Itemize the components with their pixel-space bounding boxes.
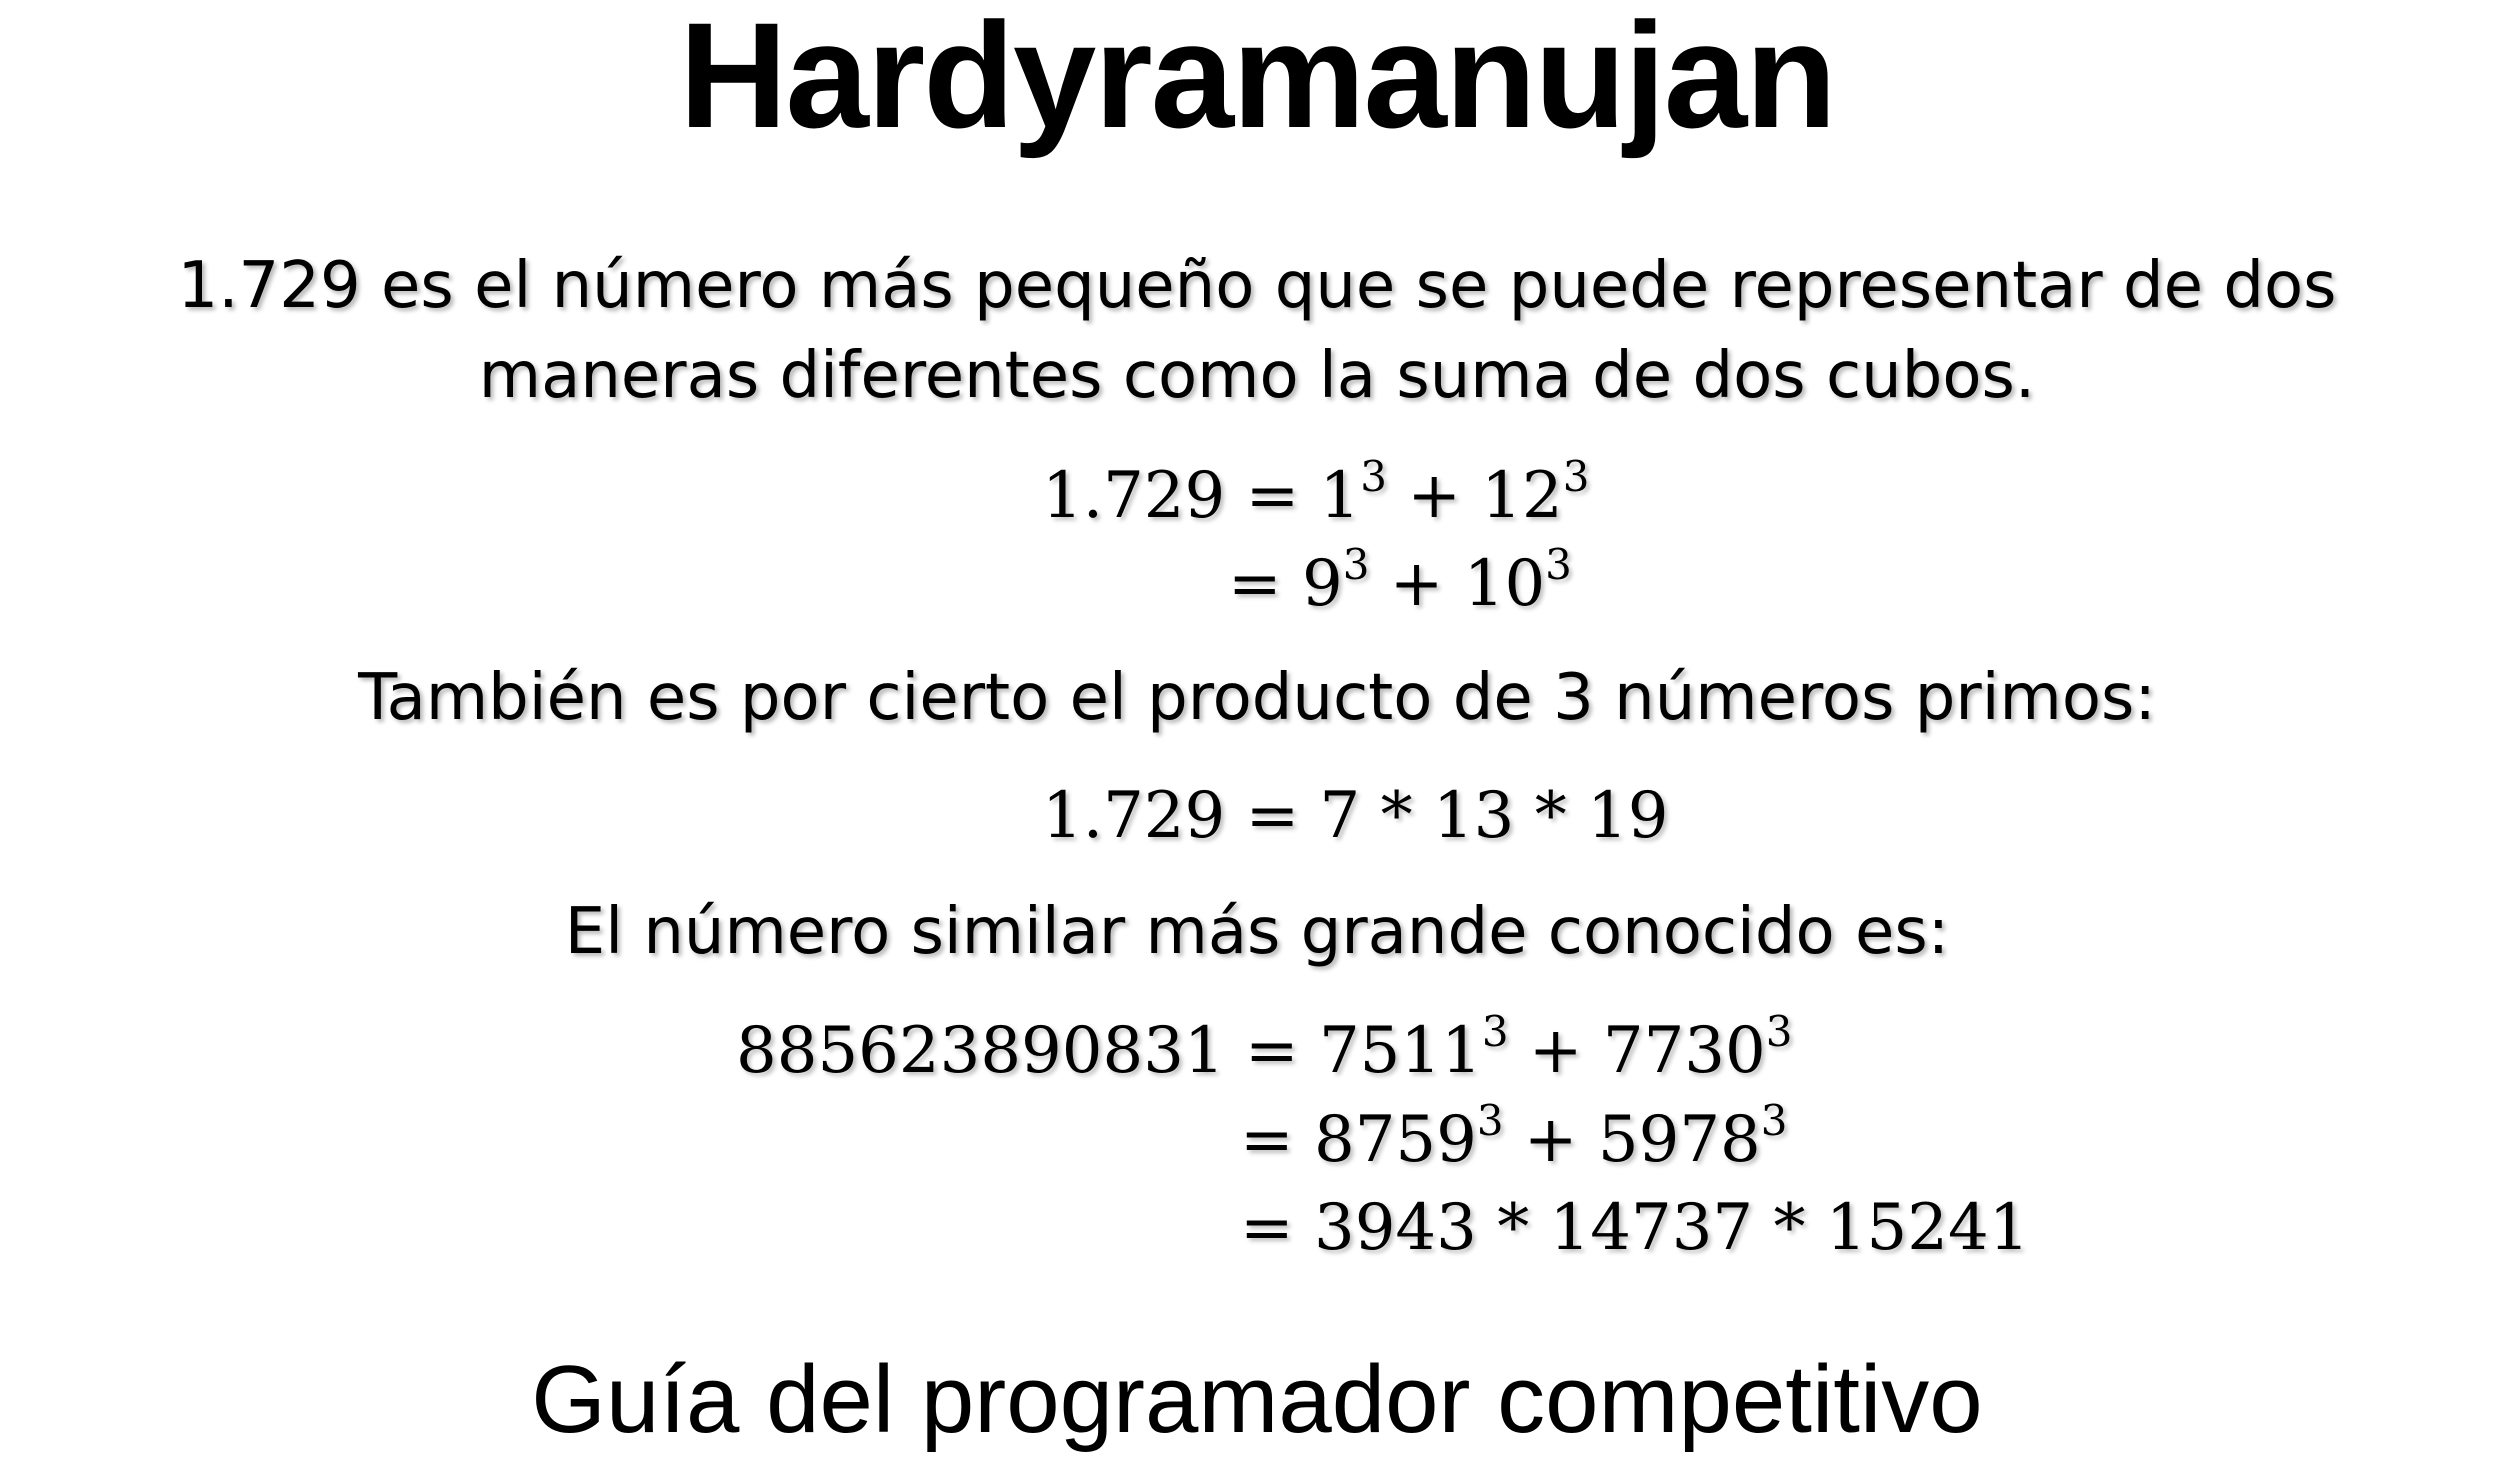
large-number-equation-line-2	[1240, 1096, 1788, 1184]
eq1-term-a: $1^3$	[1319, 452, 1387, 533]
eq1-term-b: $12^3$	[1481, 452, 1590, 533]
eq1b-plus: +	[1389, 547, 1444, 621]
eq1-plus: +	[1407, 459, 1461, 533]
eq3-term-b: 7730$^3$	[1602, 1007, 1793, 1088]
eq3-term-a: 7511$^3$	[1318, 1007, 1509, 1088]
eq1-lhs: 1.729	[1042, 459, 1226, 533]
eq1b-term-a: $9^3$	[1301, 540, 1370, 621]
large-number-equation-line-1	[736, 1007, 1792, 1095]
eq3-plus: +	[1528, 1014, 1583, 1088]
eq3b-equals: =	[1240, 1103, 1294, 1177]
eq1b-term-b: $10^3$	[1463, 540, 1572, 621]
eq1b-equals: =	[1228, 547, 1282, 621]
cube-sum-equation-line-2	[1228, 540, 1572, 628]
cube-sum-equation-line-1	[1042, 452, 1589, 540]
eq3-equals: =	[1244, 1014, 1299, 1088]
slide-title: Hardyramanujan	[679, 0, 1835, 159]
primes-statement: También es por cierto el producto de 3 números primos:	[358, 661, 2156, 735]
eq3b-plus: +	[1523, 1103, 1578, 1177]
eq3b-term-b: 5978$^3$	[1597, 1096, 1788, 1177]
large-number-equation-line-3: = 3943 * 14737 * 15241	[1240, 1191, 2030, 1265]
prime-product-equation: 1.729 = 7 * 13 * 19	[1042, 779, 1669, 853]
eq3b-term-a: 8759$^3$	[1313, 1096, 1504, 1177]
largest-known-statement: El número similar más grande conocido es:	[564, 895, 1950, 969]
intro-line-1: 1.729 es el número más pequeño que se puede representar de dos	[177, 249, 2337, 323]
intro-line-2: maneras diferentes como la suma de dos cubos.	[478, 339, 2036, 413]
eq3-lhs: 885623890831	[736, 1014, 1225, 1088]
footer-caption: Guía del programador competitivo	[531, 1346, 1983, 1453]
eq1-equals: =	[1245, 459, 1300, 533]
